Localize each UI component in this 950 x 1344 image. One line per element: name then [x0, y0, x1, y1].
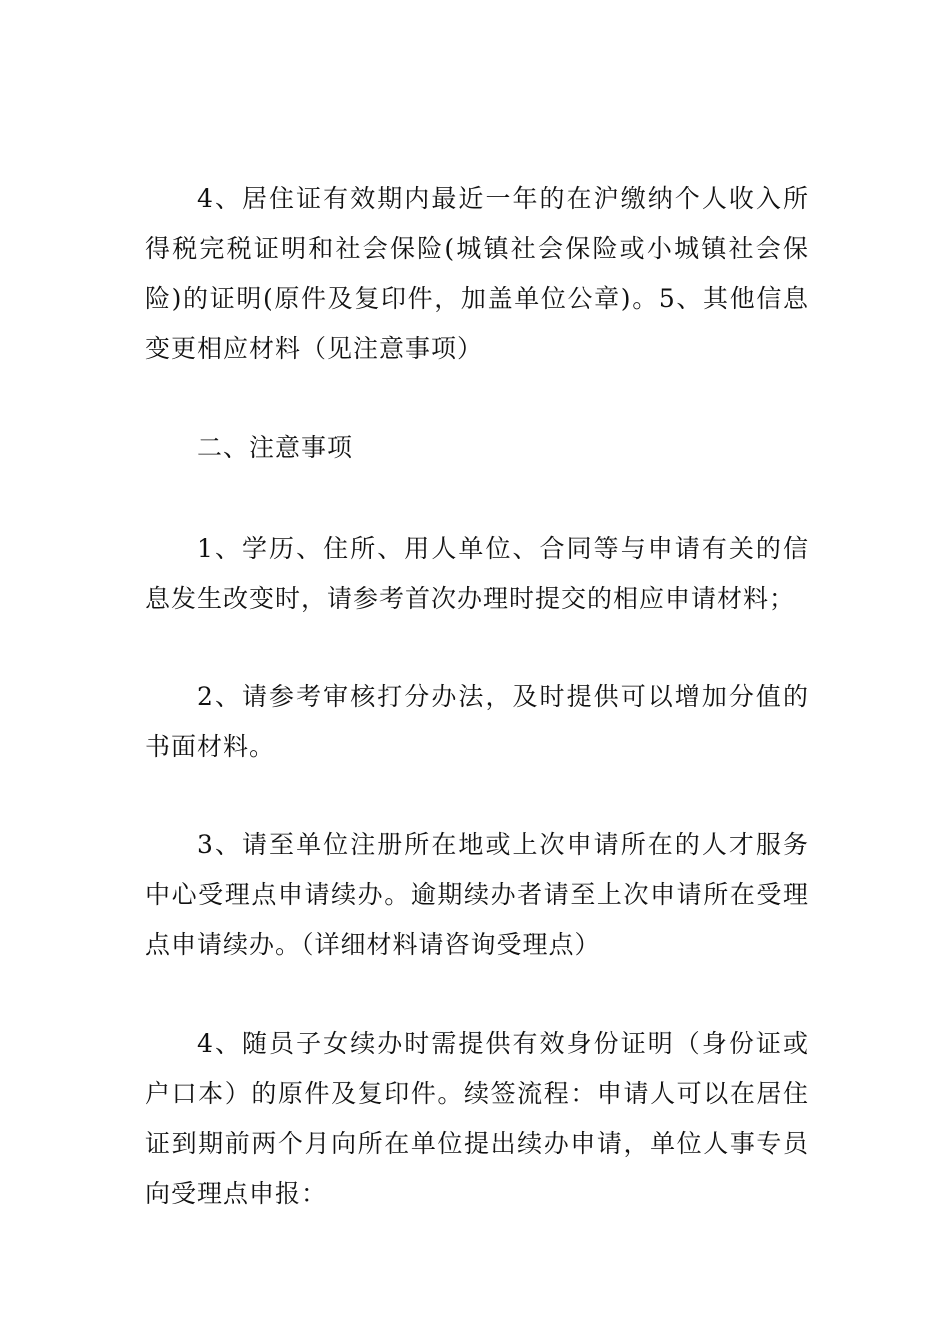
paragraph-materials-item-4: 4、居住证有效期内最近一年的在沪缴纳个人收入所得税完税证明和社会保险(城镇社会保险或小城镇社会保险)的证明(原件及复印件，加盖单位公章)。5、其他信息变更相应材料（见注意事项） — [145, 184, 809, 363]
paragraph-note-4: 4、随员子女续办时需提供有效身份证明（身份证或户口本）的原件及复印件。续签流程：申请人可以在居住证到期前两个月向所在单位提出续办申请，单位人事专员向受理点申报： — [145, 1029, 809, 1208]
section-heading-notes: 二、注意事项 — [197, 433, 354, 462]
paragraph-note-1: 1、学历、住所、用人单位、合同等与申请有关的信息发生改变时，请参考首次办理时提交的相应申请材料； — [145, 534, 809, 613]
paragraph-note-3: 3、请至单位注册所在地或上次申请所在的人才服务中心受理点申请续办。逾期续办者请至上次申请所在受理点申请续办。（详细材料请咨询受理点） — [145, 830, 809, 959]
paragraph-note-2: 2、请参考审核打分办法，及时提供可以增加分值的书面材料。 — [145, 682, 809, 761]
